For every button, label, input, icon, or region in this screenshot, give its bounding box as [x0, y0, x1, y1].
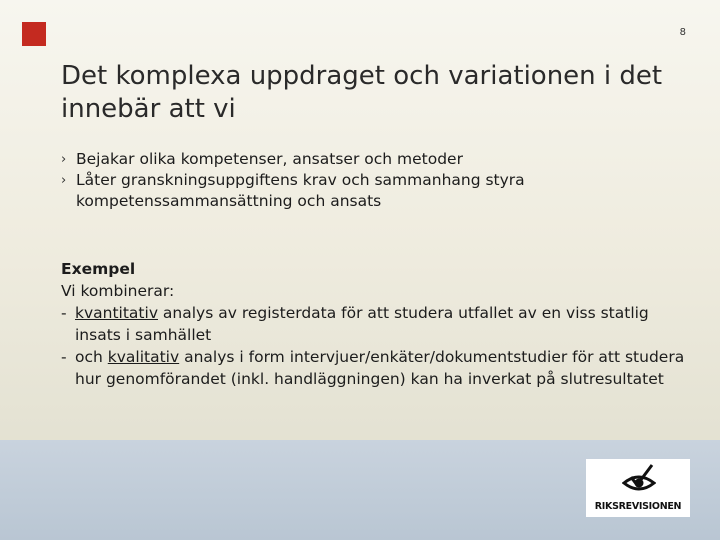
bullet-item	[61, 149, 681, 170]
slide-title: Det komplexa uppdraget och variationen i det innebär att vi	[61, 61, 663, 124]
example-heading: Exempel	[61, 260, 136, 278]
underlined-term: kvantitativ	[75, 304, 158, 322]
chevron-right-icon: ›	[61, 173, 67, 188]
example-intro: Vi kombinerar:	[61, 282, 175, 300]
example-item	[61, 346, 691, 390]
dash-marker: -	[61, 348, 67, 366]
chevron-right-icon: ›	[61, 152, 67, 167]
page-number: 8	[679, 27, 686, 38]
logo-text: RIKSREVISIONEN	[594, 501, 682, 512]
example-section	[61, 258, 691, 390]
eye-check-icon	[622, 463, 656, 499]
example-item-prefix: och	[75, 348, 108, 366]
example-item	[61, 302, 691, 346]
dash-marker: -	[61, 304, 67, 322]
bullet-text: Bejakar olika kompetenser, ansatser och metoder	[76, 150, 463, 168]
bullet-text: Låter granskningsuppgiftens krav och sammanhang styra kompetenssammansättning och ansats	[76, 171, 525, 210]
example-item-text: analys av registerdata för att studera utfallet av en viss statlig insats i samhället	[75, 304, 649, 344]
underlined-term: kvalitativ	[107, 348, 180, 366]
riksrevisionen-logo	[586, 459, 690, 517]
bullet-item	[61, 170, 681, 212]
example-item-text: analys i form intervjuer/enkäter/dokumentstudier för att studera hur genomförandet (inkl. handläggningen) kan ha inverkat på slutresultatet	[75, 348, 685, 388]
red-square-icon	[22, 22, 46, 46]
bullet-list	[61, 149, 681, 212]
